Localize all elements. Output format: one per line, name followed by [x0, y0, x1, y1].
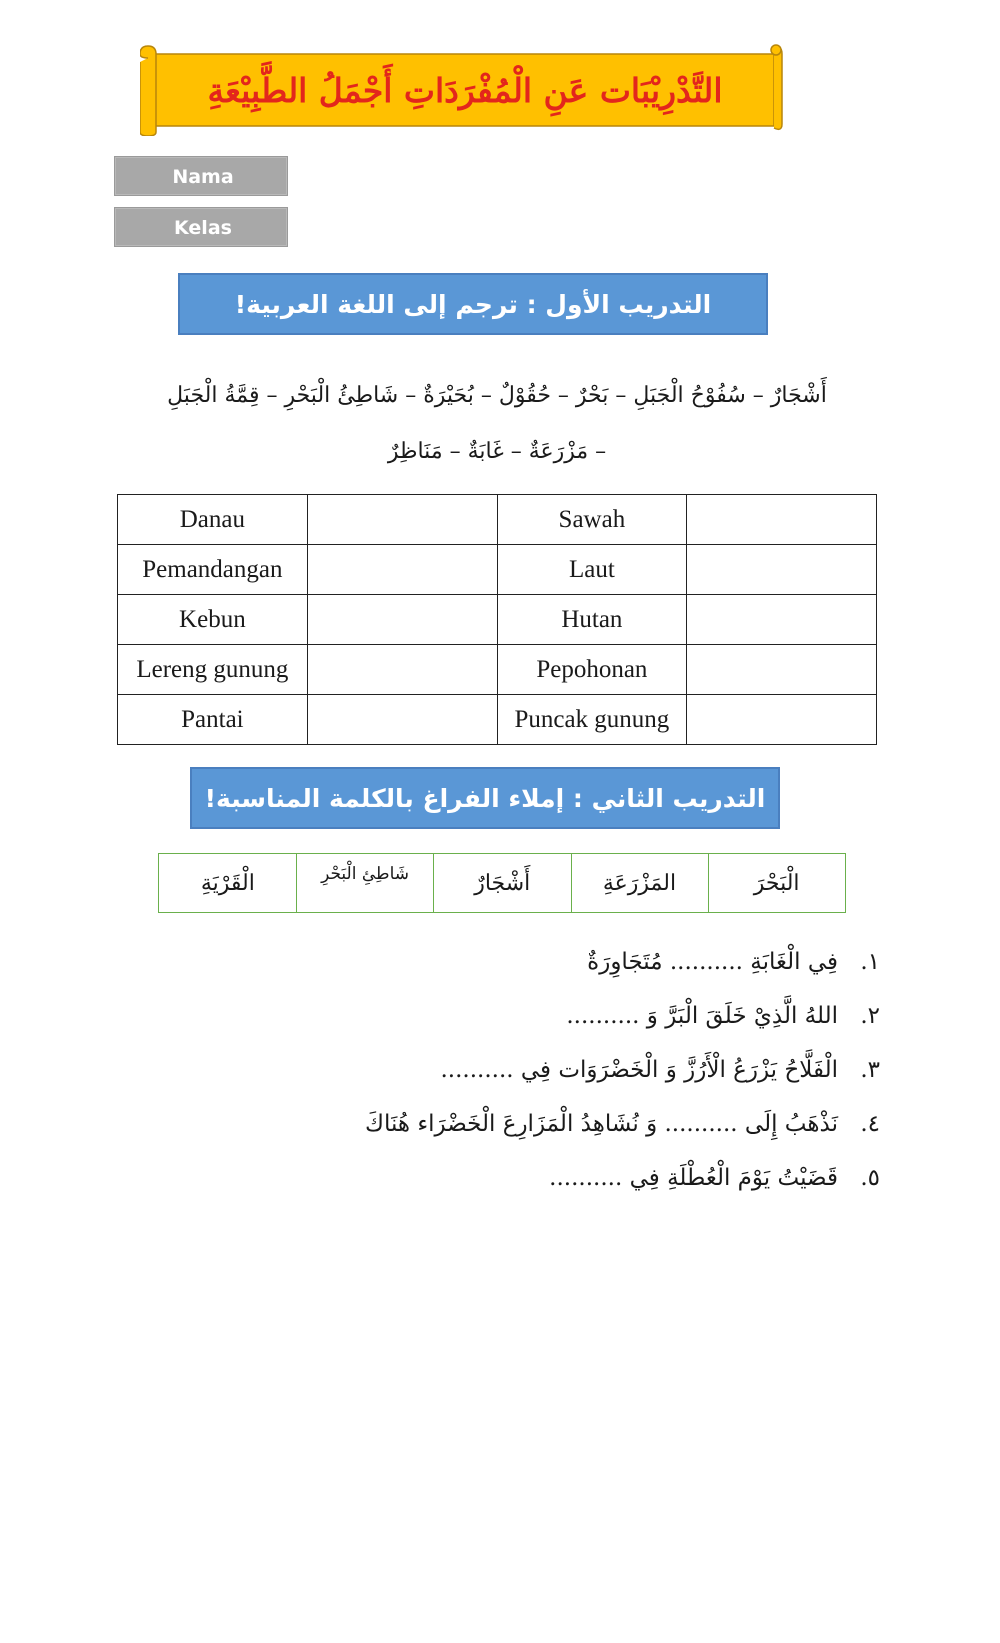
answer-cell[interactable]: [687, 595, 877, 645]
answer-input[interactable]: [689, 649, 874, 691]
answer-input[interactable]: [689, 499, 874, 541]
sentence-number: ٥.: [860, 1165, 880, 1191]
word-bank: [112, 368, 882, 480]
sentence-item: [300, 1151, 880, 1205]
answer-input[interactable]: [310, 699, 495, 741]
vocab-table: [117, 494, 877, 745]
word-cell: Danau: [118, 495, 308, 545]
sentence-number: ١.: [860, 949, 880, 975]
answer-input[interactable]: [689, 699, 874, 741]
option-button[interactable]: أَشْجَارٌ: [433, 853, 572, 913]
answer-cell[interactable]: [307, 595, 497, 645]
answer-cell[interactable]: [307, 545, 497, 595]
answer-input[interactable]: [310, 499, 495, 541]
answer-cell[interactable]: [307, 645, 497, 695]
sentence-item: [300, 989, 880, 1043]
answer-cell[interactable]: [307, 695, 497, 745]
sentence-number: ٤.: [860, 1111, 880, 1137]
sentence-number: ٢.: [860, 1003, 880, 1029]
table-row: [118, 595, 877, 645]
option-button[interactable]: الْقَرْيَةِ: [158, 853, 297, 913]
option-button[interactable]: المَزْرَعَةِ: [570, 853, 709, 913]
answer-cell[interactable]: [307, 495, 497, 545]
answer-options: [160, 853, 846, 913]
answer-input[interactable]: [310, 649, 495, 691]
answer-cell[interactable]: [687, 495, 877, 545]
option-button[interactable]: شَاطِئِ الْبَحْرِ: [296, 853, 435, 913]
sentence-text: اللهُ الَّذِيْ خَلَقَ الْبَرَّ وَ ..........: [566, 1003, 838, 1029]
option-button[interactable]: الْبَحْرَ: [707, 853, 846, 913]
table-row: [118, 695, 877, 745]
answer-cell[interactable]: [687, 645, 877, 695]
answer-cell[interactable]: [687, 695, 877, 745]
word-cell: Sawah: [497, 495, 687, 545]
exercise2-header: التدريب الثاني : إملاء الفراغ بالكلمة المناسبة!: [190, 767, 780, 829]
name-input[interactable]: [115, 157, 291, 197]
sentence-text: الْفَلَّاحُ يَزْرَعُ الْأَرُزَّ وَ الْخَضْرَوَات فِي ..........: [440, 1057, 838, 1083]
title-banner: [140, 44, 790, 136]
sentence-text: فِي الْغَابَةِ .......... مُتَجَاوِرَةٌ: [587, 949, 838, 975]
answer-input[interactable]: [689, 549, 874, 591]
sentence-number: ٣.: [860, 1057, 880, 1083]
exercise1-header: التدريب الأول : ترجم إلى اللغة العربية!: [178, 273, 768, 335]
sentence-item: [300, 1043, 880, 1097]
table-row: [118, 495, 877, 545]
word-cell: Puncak gunung: [497, 695, 687, 745]
word-cell: Hutan: [497, 595, 687, 645]
class-input[interactable]: [115, 208, 291, 248]
answer-input[interactable]: [310, 599, 495, 641]
word-cell: Laut: [497, 545, 687, 595]
word-cell: Pemandangan: [118, 545, 308, 595]
answer-input[interactable]: [689, 599, 874, 641]
sentence-list: [300, 935, 880, 1205]
word-bank-line-2: – مَزْرَعَةٌ – غَابَةٌ – مَنَاظِرٌ: [387, 439, 607, 464]
table-row: [118, 645, 877, 695]
word-cell: Pepohonan: [497, 645, 687, 695]
page-title: التَّدْرِيْبَات عَنِ الْمُفْرَدَاتِ أَجْمَلُ الطَّبِيْعَةِ: [207, 71, 723, 110]
answer-input[interactable]: [310, 549, 495, 591]
sentence-item: [300, 935, 880, 989]
sentence-text: نَذْهَبُ إِلَى .......... وَ نُشَاهِدُ الْمَزَارِعَ الْخَضْرَاء هُنَاكَ: [364, 1111, 838, 1137]
answer-cell[interactable]: [687, 545, 877, 595]
word-cell: Kebun: [118, 595, 308, 645]
table-row: [118, 545, 877, 595]
name-field[interactable]: [114, 156, 288, 196]
class-field[interactable]: [114, 207, 288, 247]
sentence-text: قَضَيْتُ يَوْمَ الْعُطْلَةِ فِي ..........: [549, 1165, 838, 1191]
word-cell: Lereng gunung: [118, 645, 308, 695]
word-bank-line-1: أَشْجَارٌ – سُفُوْحُ الْجَبَلِ – بَحْرٌ – حُقُوْلٌ – بُحَيْرَةٌ – شَاطِئُ الْبَحْرِ – قِمَّةُ الْجَبَلِ: [167, 383, 827, 408]
word-cell: Pantai: [118, 695, 308, 745]
sentence-item: [300, 1097, 880, 1151]
